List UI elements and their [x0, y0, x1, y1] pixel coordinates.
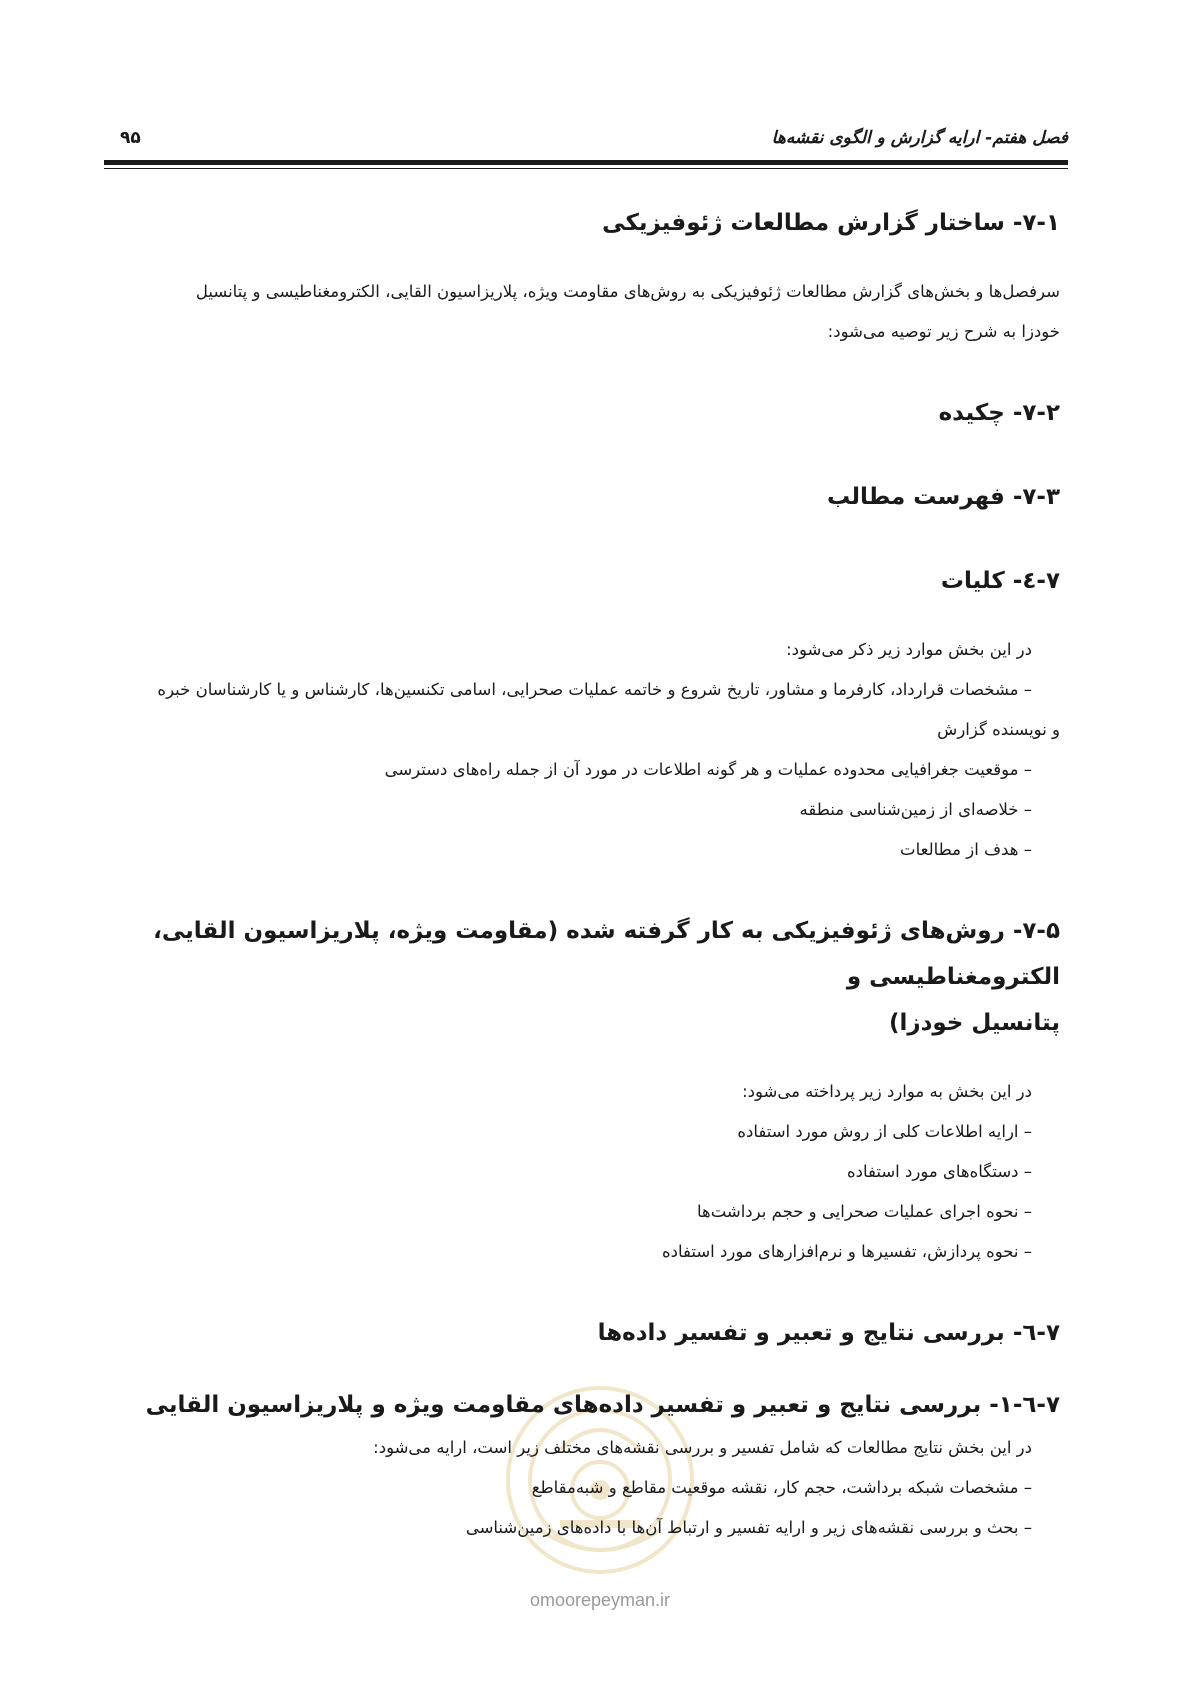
watermark-text: omoorepeyman.ir — [529, 1590, 671, 1610]
section-title-7-2: ۷-۲- چکیده — [938, 400, 1060, 426]
paragraph: در این بخش نتایج مطالعات که شامل تفسیر و بررسی نقشه‌های مختلف زیر است، ارایه می‌شود: — [373, 1438, 1032, 1457]
list-item-continuation: و نویسنده گزارش — [937, 720, 1060, 739]
section-title-7-6-1: ۷-٦-۱- بررسی نتایج و تعبیر و تفسیر داده‌های مقاومت ویژه و پلاریزاسیون القایی — [145, 1392, 1060, 1418]
section-title-7-5-cont: پتانسیل خودزا) — [888, 1010, 1060, 1036]
paragraph: سرفصل‌ها و بخش‌های گزارش مطالعات ژئوفیزیکی به روش‌های مقاومت ویژه، پلاریزاسیون القایی، الکترومغناطیسی و پتانسیل — [195, 282, 1060, 301]
paragraph: خودزا به شرح زیر توصیه می‌شود: — [827, 322, 1060, 341]
paragraph: در این بخش به موارد زیر پرداخته می‌شود: — [742, 1082, 1032, 1101]
list-item: – بحث و بررسی نقشه‌های زیر و ارایه تفسیر و ارتباط آن‌ها با داده‌های زمین‌شناسی — [465, 1518, 1032, 1537]
section-title-7-1: ۷-۱- ساختار گزارش مطالعات ژئوفیزیکی — [602, 210, 1060, 236]
list-item: – مشخصات شبکه برداشت، حجم کار، نقشه موقعیت مقاطع و شبه‌مقاطع — [531, 1478, 1032, 1497]
header-rule-thick — [104, 160, 1068, 165]
chapter-title: فصل هفتم- ارایه گزارش و الگوی نقشه‌ها — [771, 128, 1068, 148]
list-item: – مشخصات قرارداد، کارفرما و مشاور، تاریخ شروع و خاتمه عملیات صحرایی، اسامی تکنسین‌ها، کارشناس و یا کارشناسان خبره — [157, 680, 1032, 699]
header-rule-thin — [104, 168, 1068, 169]
list-item: – ارایه اطلاعات کلی از روش مورد استفاده — [737, 1122, 1032, 1141]
list-item: – خلاصه‌ای از زمین‌شناسی منطقه — [799, 800, 1032, 819]
page-number: ۹۵ — [120, 128, 141, 148]
section-title-7-3: ۷-۳- فهرست مطالب — [827, 484, 1060, 510]
list-item: – دستگاه‌های مورد استفاده — [847, 1162, 1032, 1181]
list-item: – موقعیت جغرافیایی محدوده عملیات و هر گونه اطلاعات در مورد آن از جمله راه‌های دسترسی — [384, 760, 1032, 779]
section-title-7-5: ۷-۵- روش‌های ژئوفیزیکی به کار گرفته شده (مقاومت ویژه، پلاریزاسیون القایی، الکترومغناطیسی و — [153, 918, 1060, 990]
document-body — [115, 200, 1060, 1548]
page-header — [104, 128, 1068, 158]
list-item: – نحوه پردازش، تفسیرها و نرم‌افزارهای مورد استفاده — [662, 1242, 1032, 1261]
list-item: – نحوه اجرای عملیات صحرایی و حجم برداشت‌ها — [696, 1202, 1032, 1221]
section-title-7-6: ۷-٦- بررسی نتایج و تعبیر و تفسیر داده‌ها — [597, 1320, 1060, 1346]
list-item: – هدف از مطالعات — [900, 840, 1032, 859]
paragraph: در این بخش موارد زیر ذکر می‌شود: — [786, 640, 1032, 659]
section-title-7-4: ۷-٤- کلیات — [940, 568, 1060, 594]
